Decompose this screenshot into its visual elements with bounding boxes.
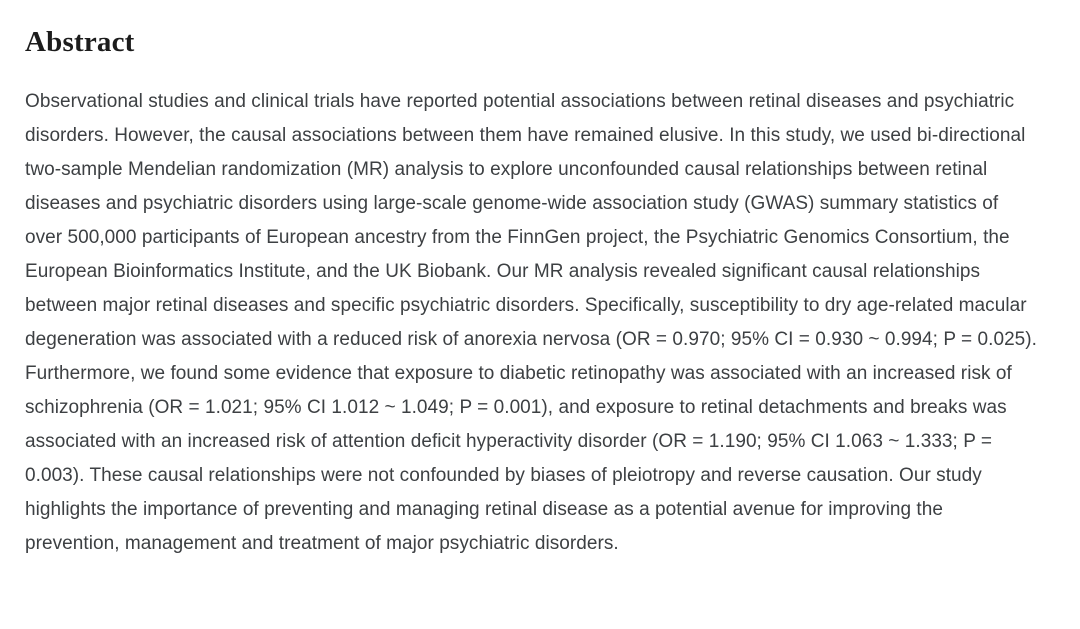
abstract-body-text: Observational studies and clinical trials have reported potential associations between retinal diseases and psychiatric disorders. However, the causal associations between them have remained elusive. In this study, we used bi-directional two-sample Mendelian randomization (MR) analysis to explore unconfounded causal relationships between retinal diseases and psychiatric disorders using large-scale genome-wide association study (GWAS) summary statistics of over 500,000 participants of European ancestry from the FinnGen project, the Psychiatric Genomics Consortium, the European Bioinformatics Institute, and the UK Biobank. Our MR analysis revealed significant causal relationships between major retinal diseases and specific psychiatric disorders. Specifically, susceptibility to dry age-related macular degeneration was associated with a reduced risk of anorexia nervosa (OR = 0.970; 95% CI = 0.930 ~ 0.994; P = 0.025). Furthermore, we found some evidence that exposure to diabetic retinopathy was associated with an increased risk of schizophrenia (OR = 1.021; 95% CI 1.012 ~ 1.049; P = 0.001), and exposure to retinal detachments and breaks was associated with an increased risk of attention deficit hyperactivity disorder (OR = 1.190; 95% CI 1.063 ~ 1.333; P = 0.003). These causal relationships were not confounded by biases of pleiotropy and reverse causation. Our study highlights the importance of preventing and managing retinal disease as a potential avenue for improving the prevention, management and treatment of major psychiatric disorders. [25, 91, 1038, 554]
abstract-heading: Abstract [25, 26, 135, 58]
